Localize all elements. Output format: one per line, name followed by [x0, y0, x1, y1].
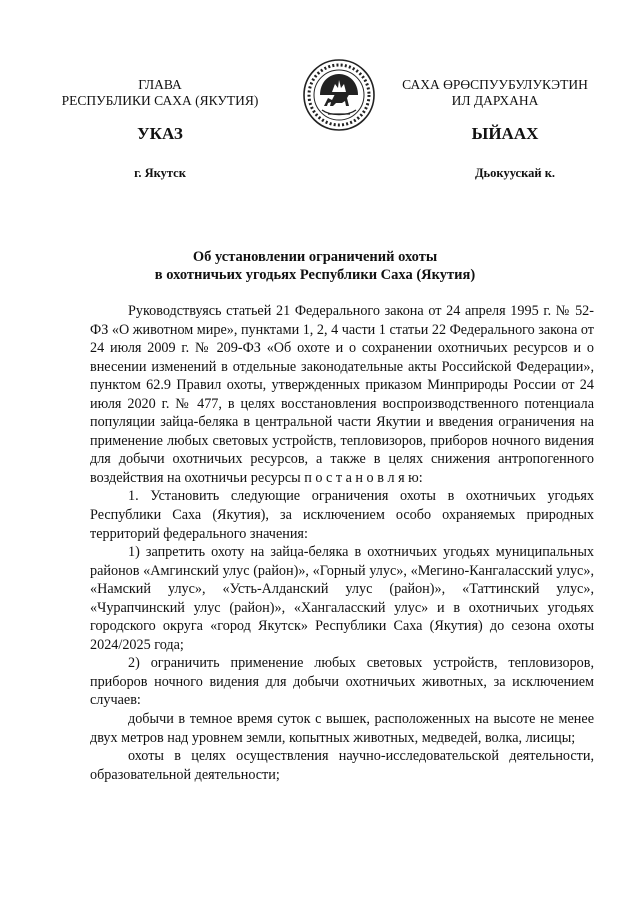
document-title	[90, 248, 540, 284]
header-left-line2: РЕСПУБЛИКИ САХА (ЯКУТИЯ)	[61, 93, 259, 108]
doc-type-right: ЫЙААХ	[471, 124, 539, 143]
paragraph-subitem-1: 1) запретить охоту на зайца-беляка в охотничьих угодьях муниципальных районов «Амгинский улус (район)», «Горный улус», «Мегино-Кангаласский улус», «Намский улус», «Усть-Алданский улус (район)», «Таттинский улус», «Чурапчинский улус (район)», «Хангаласский улус» и в охотничьих угодьях городского округа «город Якутск» Республики Саха (Якутия) до сезона охоты 2024/2025 года;	[90, 544, 594, 653]
paragraph-preamble: Руководствуясь статьей 21 Федерального закона от 24 апреля 1995 г. № 52-ФЗ «О животном мире», пунктами 1, 2, 4 части 1 статьи 22 Федерального закона от 24 июля 2009 г. № 209-ФЗ «Об охоте и о сохранении охотничьих ресурсов и о внесении изменений в отдельные законодательные акты Российской Федерации», пунктом 62.9 Правил охоты, утвержденных приказом Минприроды России от 24 июля 2020 г. № 477, в целях восстановления воспроизводственного потенциала популяции зайца-беляка в центральной части Якутии и введения ограничения на применение любых световых устройств, тепловизоров, приборов ночного видения для добычи охотничьих ресурсов, а также в целях снижения антропогенного воздействия на охотничьи ресурсы п о с т а н о в л я ю:	[90, 303, 594, 486]
document-body	[90, 302, 594, 784]
header-right-line2: ИЛ ДАРХАНА	[451, 93, 539, 108]
title-line2: в охотничьих угодьях Республики Саха (Якутия)	[154, 267, 476, 283]
coat-of-arms-icon	[302, 58, 376, 132]
header-left	[60, 77, 260, 109]
header-left-line1: ГЛАВА	[138, 77, 182, 92]
header-right-line1: САХА ӨРӨСПУУБУЛУКЭТИН	[402, 77, 588, 92]
doc-type-left: УКАЗ	[137, 124, 183, 143]
header-right	[380, 77, 610, 109]
city-right: Дьокуускай к.	[474, 166, 556, 180]
paragraph-subitem-2: 2) ограничить применение любых световых устройств, тепловизоров, приборов ночного видения для добычи охотничьих животных, за исключением случаев:	[90, 655, 594, 709]
paragraph-exception-2: охоты в целях осуществления научно-исследовательской деятельности, образовательной деятельности;	[90, 748, 594, 783]
city-left: г. Якутск	[134, 166, 186, 180]
title-line1: Об установлении ограничений охоты	[192, 249, 438, 265]
paragraph-item-1: 1. Установить следующие ограничения охоты в охотничьих угодьях Республики Саха (Якутия), за исключением особо охраняемых природных территорий федерального значения:	[90, 488, 594, 542]
paragraph-exception-1: добычи в темное время суток с вышек, расположенных на высоте не менее двух метров над уровнем земли, копытных животных, медведей, волка, лисицы;	[90, 711, 594, 746]
